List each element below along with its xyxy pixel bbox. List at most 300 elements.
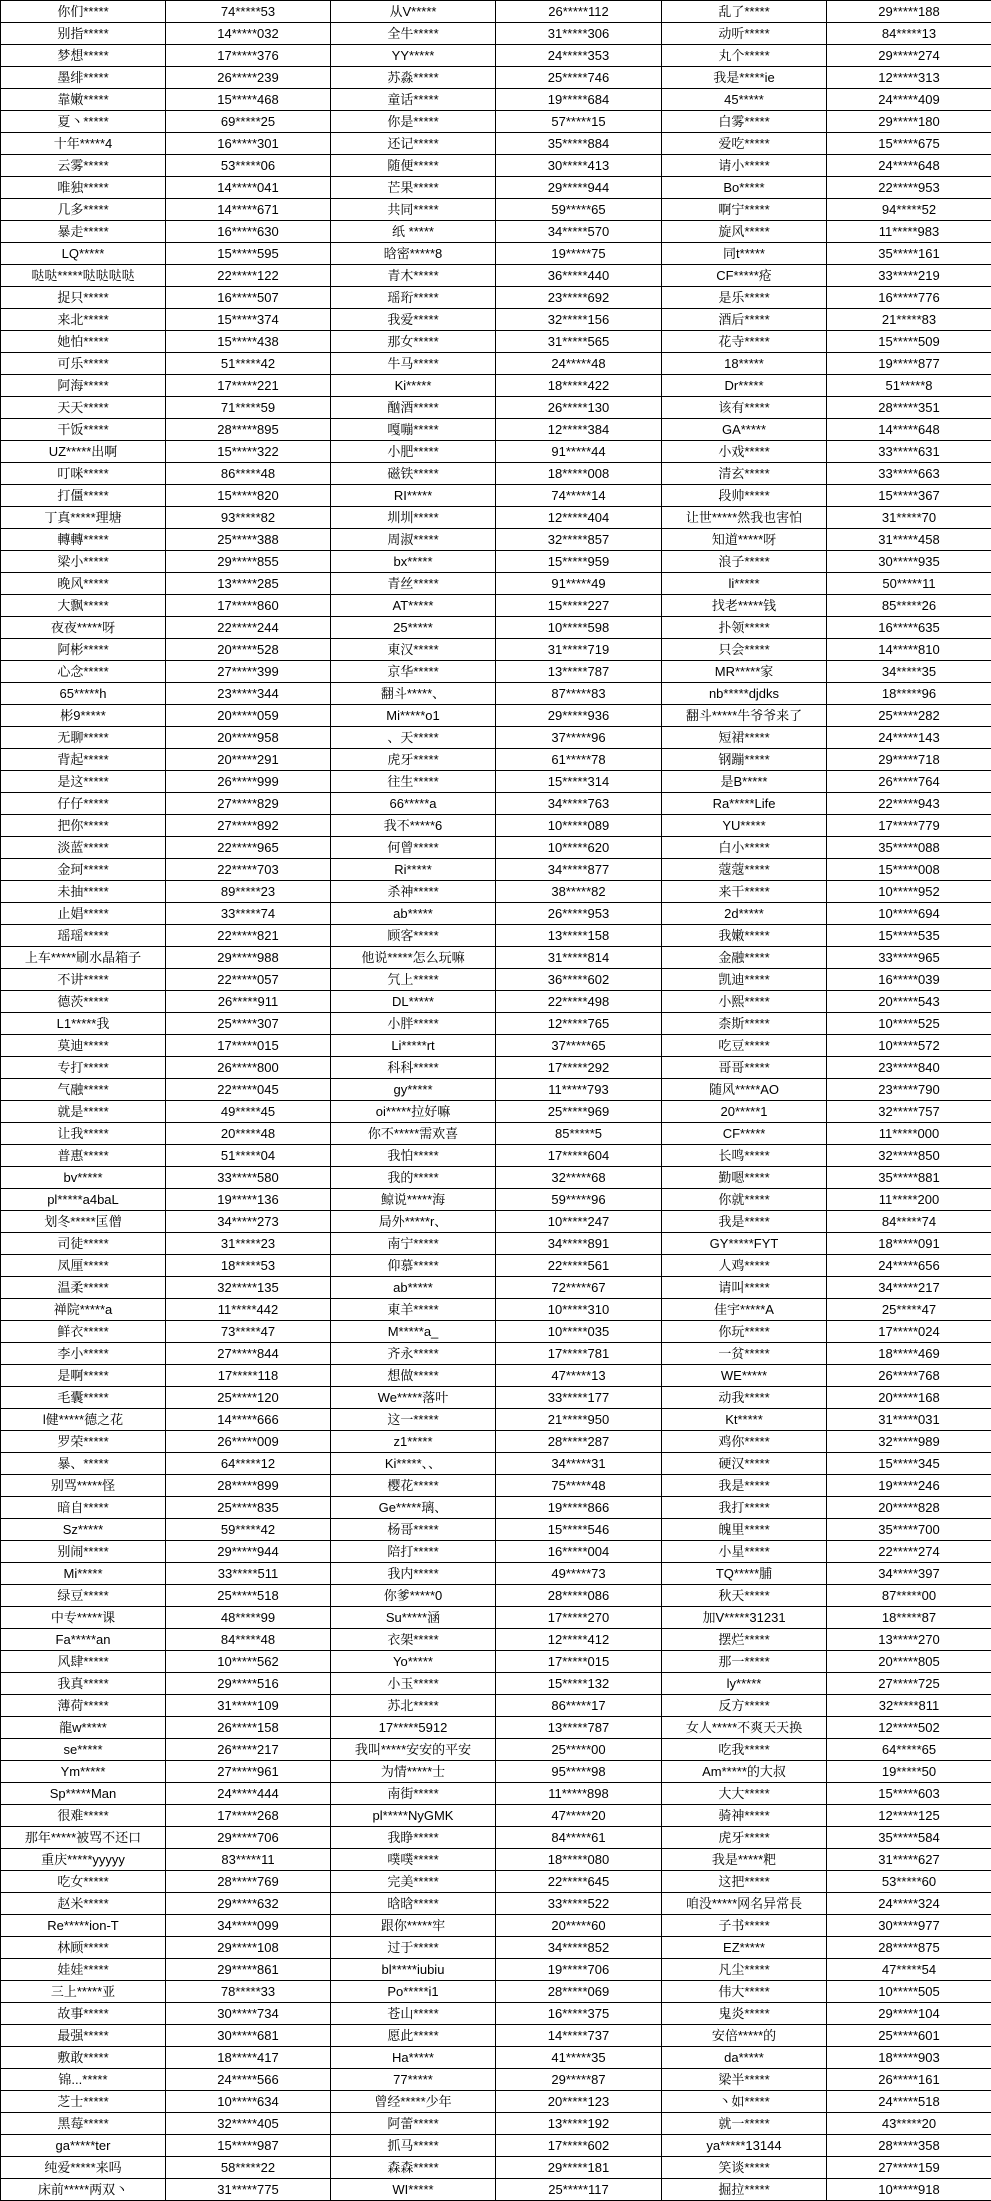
cell-number-3: 24*****143 bbox=[827, 727, 991, 749]
cell-number-3: 16*****039 bbox=[827, 969, 991, 991]
table-row bbox=[1, 1079, 991, 1101]
cell-name-2: 从V***** bbox=[331, 1, 496, 23]
cell-number-2: 31*****565 bbox=[496, 331, 662, 353]
cell-name-2: 你是***** bbox=[331, 111, 496, 133]
cell-number-1: 28*****895 bbox=[166, 419, 331, 441]
cell-name-3: 20*****1 bbox=[662, 1101, 827, 1123]
cell-number-1: 86*****48 bbox=[166, 463, 331, 485]
cell-number-3: 12*****125 bbox=[827, 1805, 991, 1827]
cell-name-2: 共同***** bbox=[331, 199, 496, 221]
cell-number-2: 47*****13 bbox=[496, 1365, 662, 1387]
cell-number-3: 32*****757 bbox=[827, 1101, 991, 1123]
cell-name-1: 敷敢***** bbox=[1, 2047, 166, 2069]
cell-number-1: 18*****53 bbox=[166, 1255, 331, 1277]
cell-number-2: 17*****602 bbox=[496, 2135, 662, 2157]
cell-number-2: 10*****620 bbox=[496, 837, 662, 859]
table-row bbox=[1, 793, 991, 815]
table-row bbox=[1, 1387, 991, 1409]
table-row bbox=[1, 2003, 991, 2025]
table-row bbox=[1, 727, 991, 749]
cell-name-2: 我睁***** bbox=[331, 1827, 496, 1849]
cell-number-1: 19*****136 bbox=[166, 1189, 331, 1211]
cell-name-1: 你们***** bbox=[1, 1, 166, 23]
cell-name-1: L1*****我 bbox=[1, 1013, 166, 1035]
cell-name-1: 赵米***** bbox=[1, 1893, 166, 1915]
table-row bbox=[1, 199, 991, 221]
cell-name-3: 啊宁***** bbox=[662, 199, 827, 221]
cell-name-1: 最强***** bbox=[1, 2025, 166, 2047]
cell-name-1: 彬9***** bbox=[1, 705, 166, 727]
cell-number-3: 35*****881 bbox=[827, 1167, 991, 1189]
cell-number-3: 14*****810 bbox=[827, 639, 991, 661]
table-row bbox=[1, 705, 991, 727]
cell-name-3: Kt***** bbox=[662, 1409, 827, 1431]
cell-name-2: 陪打***** bbox=[331, 1541, 496, 1563]
cell-number-3: 34*****217 bbox=[827, 1277, 991, 1299]
cell-number-1: 49*****45 bbox=[166, 1101, 331, 1123]
cell-name-3: 让世*****然我也害怕 bbox=[662, 507, 827, 529]
cell-number-1: 14*****666 bbox=[166, 1409, 331, 1431]
cell-name-2: gy***** bbox=[331, 1079, 496, 1101]
table-row bbox=[1, 617, 991, 639]
cell-name-1: 不讲***** bbox=[1, 969, 166, 991]
cell-name-3: 该有***** bbox=[662, 397, 827, 419]
cell-number-2: 15*****132 bbox=[496, 1673, 662, 1695]
cell-name-3: 你就***** bbox=[662, 1189, 827, 1211]
cell-number-1: 69*****25 bbox=[166, 111, 331, 133]
cell-number-3: 24*****518 bbox=[827, 2091, 991, 2113]
cell-name-2: bx***** bbox=[331, 551, 496, 573]
cell-number-3: 34*****35 bbox=[827, 661, 991, 683]
cell-number-2: 18*****422 bbox=[496, 375, 662, 397]
cell-name-1: 她怕***** bbox=[1, 331, 166, 353]
cell-number-1: 53*****06 bbox=[166, 155, 331, 177]
cell-number-2: 91*****44 bbox=[496, 441, 662, 463]
cell-number-1: 48*****99 bbox=[166, 1607, 331, 1629]
table-row bbox=[1, 991, 991, 1013]
cell-number-1: 23*****344 bbox=[166, 683, 331, 705]
cell-name-1: 十年*****4 bbox=[1, 133, 166, 155]
cell-number-1: 26*****217 bbox=[166, 1739, 331, 1761]
cell-name-3: 请叫***** bbox=[662, 1277, 827, 1299]
cell-number-1: 26*****800 bbox=[166, 1057, 331, 1079]
cell-name-1: 叮咪***** bbox=[1, 463, 166, 485]
cell-name-2: oi*****拉好嘛 bbox=[331, 1101, 496, 1123]
cell-name-1: 靠嫩***** bbox=[1, 89, 166, 111]
table-row bbox=[1, 1233, 991, 1255]
table-row bbox=[1, 1871, 991, 1893]
cell-number-3: 25*****282 bbox=[827, 705, 991, 727]
cell-name-2: YY***** bbox=[331, 45, 496, 67]
table-row bbox=[1, 89, 991, 111]
cell-name-1: 金珂***** bbox=[1, 859, 166, 881]
cell-name-2: 周淑***** bbox=[331, 529, 496, 551]
table-row bbox=[1, 1, 991, 23]
table-row bbox=[1, 1783, 991, 1805]
cell-name-3: 同t***** bbox=[662, 243, 827, 265]
table-row bbox=[1, 925, 991, 947]
table-row bbox=[1, 881, 991, 903]
table-row bbox=[1, 1739, 991, 1761]
cell-name-1: 阿彬***** bbox=[1, 639, 166, 661]
cell-name-2: 仰慕***** bbox=[331, 1255, 496, 1277]
table-row bbox=[1, 903, 991, 925]
cell-number-1: 14*****032 bbox=[166, 23, 331, 45]
cell-name-1: 唯独***** bbox=[1, 177, 166, 199]
cell-number-2: 15*****546 bbox=[496, 1519, 662, 1541]
table-row bbox=[1, 1453, 991, 1475]
cell-number-3: 18*****903 bbox=[827, 2047, 991, 2069]
cell-name-1: 打僵***** bbox=[1, 485, 166, 507]
cell-name-3: 安倍*****的 bbox=[662, 2025, 827, 2047]
cell-name-1: 未抽***** bbox=[1, 881, 166, 903]
cell-number-3: 29*****718 bbox=[827, 749, 991, 771]
cell-number-2: 31*****719 bbox=[496, 639, 662, 661]
cell-name-2: 氕上***** bbox=[331, 969, 496, 991]
cell-number-2: 15*****227 bbox=[496, 595, 662, 617]
cell-name-1: UZ*****出啊 bbox=[1, 441, 166, 463]
cell-number-3: 16*****635 bbox=[827, 617, 991, 639]
table-row bbox=[1, 1849, 991, 1871]
cell-number-3: 20*****168 bbox=[827, 1387, 991, 1409]
cell-name-3: 小熙***** bbox=[662, 991, 827, 1013]
cell-number-3: 16*****776 bbox=[827, 287, 991, 309]
table-row bbox=[1, 1145, 991, 1167]
cell-name-2: 樱花***** bbox=[331, 1475, 496, 1497]
cell-number-2: 10*****035 bbox=[496, 1321, 662, 1343]
cell-number-1: 74*****53 bbox=[166, 1, 331, 23]
cell-number-1: 83*****11 bbox=[166, 1849, 331, 1871]
cell-number-1: 28*****769 bbox=[166, 1871, 331, 1893]
cell-number-3: 11*****983 bbox=[827, 221, 991, 243]
cell-number-1: 30*****734 bbox=[166, 2003, 331, 2025]
table-row bbox=[1, 1497, 991, 1519]
cell-name-3: 那一***** bbox=[662, 1651, 827, 1673]
cell-number-1: 73*****47 bbox=[166, 1321, 331, 1343]
cell-name-2: Li*****rt bbox=[331, 1035, 496, 1057]
cell-name-1: 心念***** bbox=[1, 661, 166, 683]
cell-name-2: 牛马***** bbox=[331, 353, 496, 375]
cell-name-2: 衣架***** bbox=[331, 1629, 496, 1651]
cell-number-2: 12*****404 bbox=[496, 507, 662, 529]
cell-number-1: 20*****059 bbox=[166, 705, 331, 727]
cell-name-2: 愿此***** bbox=[331, 2025, 496, 2047]
cell-number-2: 20*****123 bbox=[496, 2091, 662, 2113]
cell-number-2: 91*****49 bbox=[496, 573, 662, 595]
cell-name-3: 短裙***** bbox=[662, 727, 827, 749]
cell-number-2: 18*****080 bbox=[496, 1849, 662, 1871]
cell-number-1: 20*****48 bbox=[166, 1123, 331, 1145]
cell-number-2: 17*****604 bbox=[496, 1145, 662, 1167]
cell-number-3: 19*****877 bbox=[827, 353, 991, 375]
cell-name-1: 让我***** bbox=[1, 1123, 166, 1145]
cell-number-1: 16*****630 bbox=[166, 221, 331, 243]
cell-number-3: 10*****572 bbox=[827, 1035, 991, 1057]
cell-name-3: 我是*****ie bbox=[662, 67, 827, 89]
cell-number-3: 24*****648 bbox=[827, 155, 991, 177]
cell-number-2: 10*****310 bbox=[496, 1299, 662, 1321]
table-row bbox=[1, 1827, 991, 1849]
cell-name-1: 捉只***** bbox=[1, 287, 166, 309]
cell-number-3: 33*****631 bbox=[827, 441, 991, 463]
cell-name-2: z1***** bbox=[331, 1431, 496, 1453]
cell-number-1: 25*****307 bbox=[166, 1013, 331, 1035]
table-row bbox=[1, 2179, 991, 2201]
cell-name-1: 云雾***** bbox=[1, 155, 166, 177]
cell-number-3: 84*****13 bbox=[827, 23, 991, 45]
cell-number-2: 72*****67 bbox=[496, 1277, 662, 1299]
table-row bbox=[1, 441, 991, 463]
cell-name-1: 温柔***** bbox=[1, 1277, 166, 1299]
table-row bbox=[1, 1805, 991, 1827]
table-row bbox=[1, 309, 991, 331]
cell-number-1: 33*****74 bbox=[166, 903, 331, 925]
cell-name-2: 小肥***** bbox=[331, 441, 496, 463]
cell-number-2: 25*****00 bbox=[496, 1739, 662, 1761]
cell-number-2: 19*****706 bbox=[496, 1959, 662, 1981]
cell-name-1: 锦...***** bbox=[1, 2069, 166, 2091]
table-row bbox=[1, 1607, 991, 1629]
cell-number-1: 25*****518 bbox=[166, 1585, 331, 1607]
cell-number-1: 26*****158 bbox=[166, 1717, 331, 1739]
table-row bbox=[1, 771, 991, 793]
table-row bbox=[1, 1343, 991, 1365]
cell-number-2: 23*****692 bbox=[496, 287, 662, 309]
cell-name-3: 白雾***** bbox=[662, 111, 827, 133]
table-row bbox=[1, 1959, 991, 1981]
cell-name-1: 凤厘***** bbox=[1, 1255, 166, 1277]
table-row bbox=[1, 375, 991, 397]
cell-number-3: 11*****000 bbox=[827, 1123, 991, 1145]
cell-number-1: 29*****516 bbox=[166, 1673, 331, 1695]
cell-number-2: 29*****936 bbox=[496, 705, 662, 727]
cell-name-2: We*****落叶 bbox=[331, 1387, 496, 1409]
cell-number-2: 34*****852 bbox=[496, 1937, 662, 1959]
cell-name-3: ly***** bbox=[662, 1673, 827, 1695]
table-row bbox=[1, 1211, 991, 1233]
table-row bbox=[1, 353, 991, 375]
cell-number-3: 25*****47 bbox=[827, 1299, 991, 1321]
cell-number-3: 24*****656 bbox=[827, 1255, 991, 1277]
cell-name-2: 我内***** bbox=[331, 1563, 496, 1585]
cell-number-3: 26*****161 bbox=[827, 2069, 991, 2091]
table-row bbox=[1, 1035, 991, 1057]
cell-name-1: 莫迪***** bbox=[1, 1035, 166, 1057]
cell-number-3: 53*****60 bbox=[827, 1871, 991, 1893]
cell-number-3: 23*****840 bbox=[827, 1057, 991, 1079]
cell-number-2: 10*****598 bbox=[496, 617, 662, 639]
table-row bbox=[1, 2069, 991, 2091]
cell-name-1: ga*****ter bbox=[1, 2135, 166, 2157]
cell-number-2: 28*****086 bbox=[496, 1585, 662, 1607]
cell-name-3: 我是*****粑 bbox=[662, 1849, 827, 1871]
table-row bbox=[1, 749, 991, 771]
cell-number-2: 11*****793 bbox=[496, 1079, 662, 1101]
table-row bbox=[1, 1255, 991, 1277]
table-row bbox=[1, 45, 991, 67]
cell-name-1: 止娼***** bbox=[1, 903, 166, 925]
cell-number-3: 29*****188 bbox=[827, 1, 991, 23]
cell-name-3: 魄里***** bbox=[662, 1519, 827, 1541]
cell-name-2: 晗密*****8 bbox=[331, 243, 496, 265]
cell-number-1: 15*****322 bbox=[166, 441, 331, 463]
cell-number-2: 12*****765 bbox=[496, 1013, 662, 1035]
cell-number-2: 29*****944 bbox=[496, 177, 662, 199]
cell-number-3: 15*****509 bbox=[827, 331, 991, 353]
cell-number-1: 10*****634 bbox=[166, 2091, 331, 2113]
cell-name-3: 丸个***** bbox=[662, 45, 827, 67]
cell-number-1: 15*****374 bbox=[166, 309, 331, 331]
table-row bbox=[1, 1189, 991, 1211]
cell-name-1: 暴、***** bbox=[1, 1453, 166, 1475]
cell-name-2: DL***** bbox=[331, 991, 496, 1013]
cell-number-2: 13*****192 bbox=[496, 2113, 662, 2135]
cell-number-3: 85*****26 bbox=[827, 595, 991, 617]
cell-number-2: 34*****763 bbox=[496, 793, 662, 815]
cell-name-2: 为情*****士 bbox=[331, 1761, 496, 1783]
cell-number-2: 15*****959 bbox=[496, 551, 662, 573]
cell-number-2: 29*****87 bbox=[496, 2069, 662, 2091]
cell-name-3: Ra*****Life bbox=[662, 793, 827, 815]
cell-name-2: 那女***** bbox=[331, 331, 496, 353]
cell-name-2: WI***** bbox=[331, 2179, 496, 2201]
cell-number-3: 17*****024 bbox=[827, 1321, 991, 1343]
cell-name-1: 娃娃***** bbox=[1, 1959, 166, 1981]
cell-number-3: 20*****543 bbox=[827, 991, 991, 1013]
cell-name-1: 瑶瑶***** bbox=[1, 925, 166, 947]
cell-name-1: 把你***** bbox=[1, 815, 166, 837]
cell-name-2: pl*****NyGMK bbox=[331, 1805, 496, 1827]
table-row bbox=[1, 1695, 991, 1717]
cell-number-3: 35*****700 bbox=[827, 1519, 991, 1541]
cell-name-2: 南街***** bbox=[331, 1783, 496, 1805]
table-row bbox=[1, 969, 991, 991]
cell-name-3: 咱没*****网名异常長 bbox=[662, 1893, 827, 1915]
cell-name-2: 苏北***** bbox=[331, 1695, 496, 1717]
cell-number-3: 33*****219 bbox=[827, 265, 991, 287]
cell-name-1: pl*****a4baL bbox=[1, 1189, 166, 1211]
cell-name-1: 来北***** bbox=[1, 309, 166, 331]
cell-name-1: 李小***** bbox=[1, 1343, 166, 1365]
cell-name-1: 淡蓝***** bbox=[1, 837, 166, 859]
cell-name-3: da***** bbox=[662, 2047, 827, 2069]
cell-number-1: 27*****892 bbox=[166, 815, 331, 837]
cell-name-2: 苍山***** bbox=[331, 2003, 496, 2025]
cell-name-1: 几多***** bbox=[1, 199, 166, 221]
cell-name-3: 清玄***** bbox=[662, 463, 827, 485]
cell-number-2: 11*****898 bbox=[496, 1783, 662, 1805]
table-row bbox=[1, 155, 991, 177]
cell-number-3: 94*****52 bbox=[827, 199, 991, 221]
cell-number-3: 15*****675 bbox=[827, 133, 991, 155]
cell-name-1: 墨绯***** bbox=[1, 67, 166, 89]
cell-number-1: 17*****221 bbox=[166, 375, 331, 397]
table-row bbox=[1, 1013, 991, 1035]
cell-name-1: 夏丶***** bbox=[1, 111, 166, 133]
cell-number-1: 25*****120 bbox=[166, 1387, 331, 1409]
cell-number-1: 29*****108 bbox=[166, 1937, 331, 1959]
cell-number-2: 24*****353 bbox=[496, 45, 662, 67]
table-row bbox=[1, 859, 991, 881]
cell-number-1: 14*****041 bbox=[166, 177, 331, 199]
cell-name-3: 就一***** bbox=[662, 2113, 827, 2135]
cell-name-2: 曾经*****少年 bbox=[331, 2091, 496, 2113]
cell-number-2: 28*****069 bbox=[496, 1981, 662, 2003]
table-row bbox=[1, 2135, 991, 2157]
cell-number-3: 29*****104 bbox=[827, 2003, 991, 2025]
cell-name-1: 仔仔***** bbox=[1, 793, 166, 815]
cell-number-1: 17*****015 bbox=[166, 1035, 331, 1057]
cell-number-2: 57*****15 bbox=[496, 111, 662, 133]
cell-number-1: 17*****118 bbox=[166, 1365, 331, 1387]
cell-number-1: 51*****04 bbox=[166, 1145, 331, 1167]
cell-number-2: 36*****602 bbox=[496, 969, 662, 991]
cell-name-3: MR*****家 bbox=[662, 661, 827, 683]
cell-number-2: 31*****814 bbox=[496, 947, 662, 969]
table-row bbox=[1, 529, 991, 551]
cell-number-3: 10*****952 bbox=[827, 881, 991, 903]
cell-number-1: 31*****109 bbox=[166, 1695, 331, 1717]
cell-name-2: Mi*****o1 bbox=[331, 705, 496, 727]
cell-number-1: 15*****438 bbox=[166, 331, 331, 353]
cell-name-1: 上车*****刷水晶箱子 bbox=[1, 947, 166, 969]
cell-name-1: LQ***** bbox=[1, 243, 166, 265]
table-row bbox=[1, 419, 991, 441]
cell-number-2: 19*****866 bbox=[496, 1497, 662, 1519]
cell-name-2: 跟你*****牢 bbox=[331, 1915, 496, 1937]
cell-number-1: 33*****511 bbox=[166, 1563, 331, 1585]
cell-number-3: 17*****779 bbox=[827, 815, 991, 837]
cell-number-2: 41*****35 bbox=[496, 2047, 662, 2069]
cell-number-2: 37*****96 bbox=[496, 727, 662, 749]
cell-name-3: 一贫***** bbox=[662, 1343, 827, 1365]
cell-name-1: 纯爱*****来吗 bbox=[1, 2157, 166, 2179]
cell-name-3: 小戏***** bbox=[662, 441, 827, 463]
cell-name-2: 嘎嘣***** bbox=[331, 419, 496, 441]
cell-name-1: 床前*****两双丶 bbox=[1, 2179, 166, 2201]
cell-number-1: 17*****860 bbox=[166, 595, 331, 617]
cell-number-3: 22*****274 bbox=[827, 1541, 991, 1563]
cell-name-2: 青丝***** bbox=[331, 573, 496, 595]
cell-number-2: 59*****65 bbox=[496, 199, 662, 221]
table-row bbox=[1, 595, 991, 617]
cell-name-2: 小胖***** bbox=[331, 1013, 496, 1035]
cell-number-2: 10*****247 bbox=[496, 1211, 662, 1233]
cell-name-2: 鲸说*****海 bbox=[331, 1189, 496, 1211]
cell-number-1: 32*****135 bbox=[166, 1277, 331, 1299]
cell-number-2: 25*****746 bbox=[496, 67, 662, 89]
table-row bbox=[1, 243, 991, 265]
cell-name-3: 2d***** bbox=[662, 903, 827, 925]
cell-number-3: 35*****584 bbox=[827, 1827, 991, 1849]
cell-name-3: 凡尘***** bbox=[662, 1959, 827, 1981]
cell-number-2: 17*****292 bbox=[496, 1057, 662, 1079]
cell-name-1: 风肆***** bbox=[1, 1651, 166, 1673]
cell-number-1: 16*****507 bbox=[166, 287, 331, 309]
cell-name-2: 想做***** bbox=[331, 1365, 496, 1387]
cell-number-2: 32*****156 bbox=[496, 309, 662, 331]
table-row bbox=[1, 331, 991, 353]
table-row bbox=[1, 1893, 991, 1915]
cell-name-3: TQ*****脯 bbox=[662, 1563, 827, 1585]
cell-name-1: 丁真*****理塘 bbox=[1, 507, 166, 529]
cell-name-1: 毛囊***** bbox=[1, 1387, 166, 1409]
table-row bbox=[1, 1915, 991, 1937]
cell-name-3: 翻斗*****牛爷爷来了 bbox=[662, 705, 827, 727]
cell-number-2: 32*****857 bbox=[496, 529, 662, 551]
cell-name-3: YU***** bbox=[662, 815, 827, 837]
cell-name-1: 那年*****被骂不还口 bbox=[1, 1827, 166, 1849]
